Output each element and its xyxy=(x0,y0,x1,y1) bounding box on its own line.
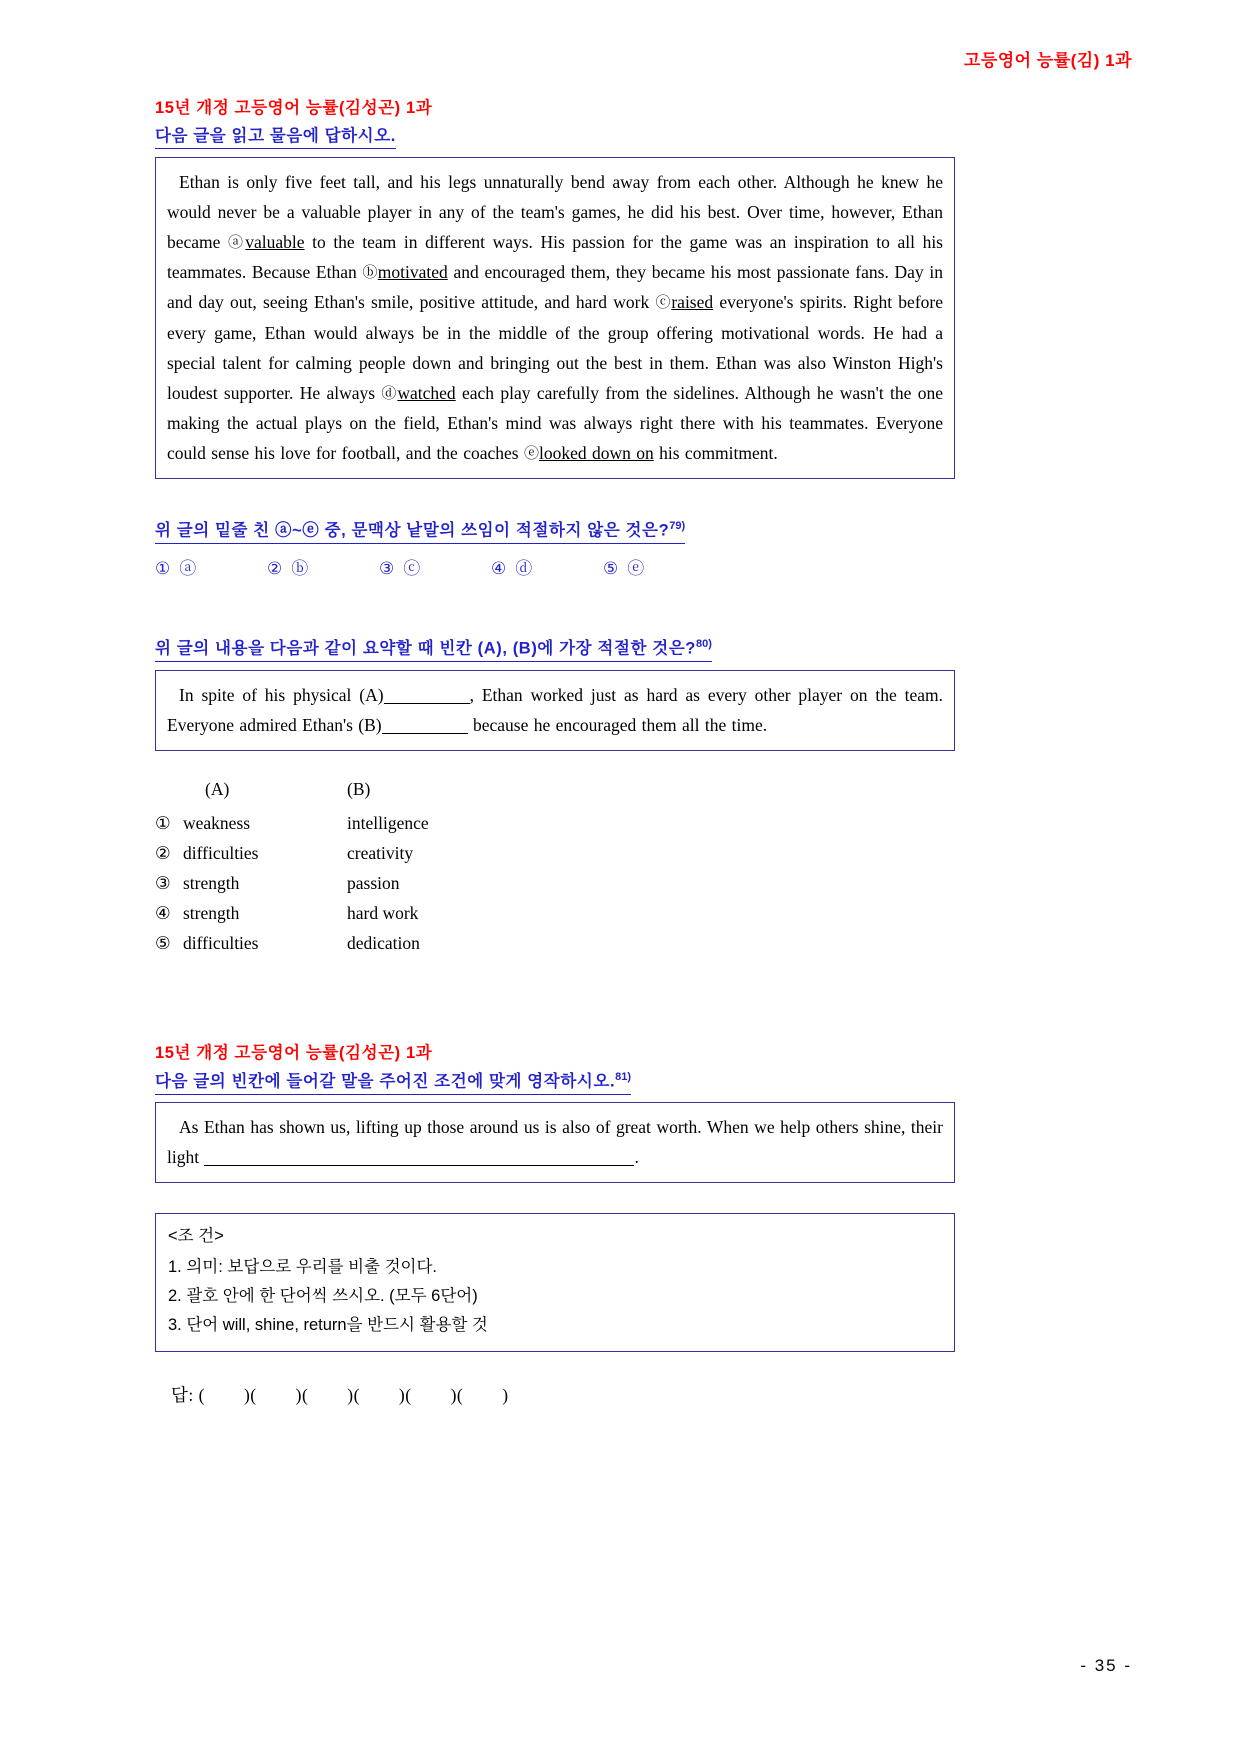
question-81-number: 81) xyxy=(615,1071,632,1084)
writing-passage-box xyxy=(155,1102,955,1183)
choice-option-3[interactable] xyxy=(379,554,491,579)
option-5-number: ⑤ xyxy=(155,933,171,954)
running-header-title: 고등영어 능률(김) 1과 xyxy=(963,51,1132,70)
choice-4-label: ⓓ xyxy=(515,558,533,578)
option-1-value-a: weakness xyxy=(183,813,251,834)
reading-passage-box xyxy=(155,157,955,479)
section2-directive xyxy=(155,1070,631,1095)
choice-3-number: ③ xyxy=(379,558,395,578)
choice-1-label: ⓐ xyxy=(179,558,197,578)
option-3-value-b: passion xyxy=(347,873,400,894)
marker-b: ⓑ xyxy=(362,265,378,282)
choice-option-4[interactable] xyxy=(491,554,603,579)
passage-seg-5: each play carefully from the sidelines. Although he wasn't the one making the actual plays on the field, Ethan's mind was always right there with his teammates. Everyone could sense his love for football, and the coaches xyxy=(167,382,943,463)
condition-item-1: 1. 의미: 보답으로 우리를 비출 것이다. xyxy=(168,1257,437,1276)
question-79-choices xyxy=(155,554,955,579)
summary-seg-2: , Ethan worked just as hard as every other player on the team. Everyone admired Ethan's (B) xyxy=(167,684,943,735)
option-3-number: ③ xyxy=(155,873,171,894)
question-80-heading-text: 위 글의 내용을 다음과 같이 요약할 때 빈칸 (A), (B)에 가장 적절한 것은? xyxy=(155,639,696,658)
question-79-heading xyxy=(155,519,685,544)
choice-option-1[interactable] xyxy=(155,554,267,579)
writing-passage-text xyxy=(167,1112,943,1172)
option-4-value-b: hard work xyxy=(347,903,419,924)
summary-seg-3: because he encouraged them all the time. xyxy=(467,714,768,735)
summary-blank-b[interactable] xyxy=(382,733,468,734)
option-2-value-a: difficulties xyxy=(183,843,259,864)
section1-directive: 다음 글을 읽고 물음에 답하시오. xyxy=(155,126,396,149)
choice-4-number: ④ xyxy=(491,558,507,578)
passage-seg-1: Ethan is only five feet tall, and his legs unnaturally bend away from each other. Although he knew he would never be a valuable player in any of the team's games, he did his best. Over time, however, Ethan became xyxy=(167,172,943,253)
option-2-value-b: creativity xyxy=(347,843,414,864)
underlined-word-e: looked down on xyxy=(538,442,654,463)
condition-item-3: 3. 단어 will, shine, return을 반드시 활용할 것 xyxy=(168,1316,488,1335)
summary-blank-a[interactable] xyxy=(384,703,470,704)
summary-seg-1: In spite of his physical (A) xyxy=(179,684,384,705)
passage-seg-4: everyone's spirits. Right before every game, Ethan would always be in the middle of the group offering motivational words. He had a special talent for calming people down and bringing out the best in them. Ethan was also Winston High's loudest supporter. He always xyxy=(167,292,943,403)
column-header-b: (B) xyxy=(347,779,371,800)
choice-2-number: ② xyxy=(267,558,283,578)
marker-d: ⓓ xyxy=(381,385,398,402)
underlined-word-a: valuable xyxy=(245,232,305,253)
condition-item-2: 2. 괄호 안에 한 단어씩 쓰시오. (모두 6단어) xyxy=(168,1287,478,1305)
writing-seg-2: . xyxy=(634,1147,639,1168)
choice-5-label: ⓔ xyxy=(627,558,645,578)
page-number: - 35 - xyxy=(1080,1656,1132,1675)
option-row-1[interactable] xyxy=(155,808,955,838)
choice-3-label: ⓒ xyxy=(403,558,421,578)
choice-1-number: ① xyxy=(155,558,171,578)
content-column xyxy=(155,98,955,1407)
reading-passage-text xyxy=(167,167,943,468)
option-1-number: ① xyxy=(155,813,171,834)
option-5-value-a: difficulties xyxy=(183,933,259,954)
option-5-value-b: dedication xyxy=(347,933,420,954)
option-2-number: ② xyxy=(155,843,171,864)
question-79-number: 79) xyxy=(669,520,686,532)
passage-seg-3: and encouraged them, they became his most passionate fans. Day in and day out, seeing Ethan's smile, positive attitude, and hard work xyxy=(167,262,943,313)
marker-e: ⓔ xyxy=(523,445,539,462)
question-80-options-table xyxy=(155,779,955,958)
underlined-word-d: watched xyxy=(397,382,456,403)
column-header-a: (A) xyxy=(205,779,230,800)
marker-a: ⓐ xyxy=(228,235,246,252)
summary-passage-box xyxy=(155,670,955,751)
choice-5-number: ⑤ xyxy=(603,558,619,578)
choice-2-label: ⓑ xyxy=(291,558,309,578)
question-80-heading xyxy=(155,637,712,662)
passage-seg-2: to the team in different ways. His passion for the game was an inspiration to all his teammates. Because Ethan xyxy=(167,232,943,283)
section2-source-title: 15년 개정 고등영어 능률(김성곤) 1과 xyxy=(155,1043,433,1062)
question-80-number: 80) xyxy=(695,637,712,650)
option-row-5[interactable] xyxy=(155,928,955,958)
options-table-header xyxy=(155,779,955,800)
option-row-2[interactable] xyxy=(155,838,955,868)
marker-c: ⓒ xyxy=(655,295,672,312)
underlined-word-c: raised xyxy=(671,292,714,313)
conditions-box xyxy=(155,1213,955,1351)
option-row-4[interactable] xyxy=(155,898,955,928)
writing-seg-1: As Ethan has shown us, lifting up those around us is also of great worth. When we help others shine, their light xyxy=(167,1117,943,1168)
choice-option-5[interactable] xyxy=(603,554,715,579)
option-1-value-b: intelligence xyxy=(347,813,429,834)
summary-passage-text xyxy=(167,680,943,740)
writing-answer-blank[interactable] xyxy=(204,1165,634,1166)
option-3-value-a: strength xyxy=(183,873,240,894)
option-4-number: ④ xyxy=(155,903,171,924)
conditions-title: <조 건> xyxy=(168,1227,224,1246)
answer-blank-line[interactable]: 답: ( )( )( )( )( )( ) xyxy=(171,1384,509,1405)
section2-directive-text: 다음 글의 빈칸에 들어갈 말을 주어진 조건에 맞게 영작하시오. xyxy=(155,1072,616,1091)
choice-option-2[interactable] xyxy=(267,554,379,579)
option-4-value-a: strength xyxy=(183,903,240,924)
question-79-heading-text: 위 글의 밑줄 친 ⓐ~ⓔ 중, 문맥상 낱말의 쓰임이 적절하지 않은 것은? xyxy=(155,521,670,540)
passage-seg-6: his commitment. xyxy=(653,442,778,463)
underlined-word-b: motivated xyxy=(377,262,448,283)
option-row-3[interactable] xyxy=(155,868,955,898)
section1-source-title: 15년 개정 고등영어 능률(김성곤) 1과 xyxy=(155,99,433,117)
